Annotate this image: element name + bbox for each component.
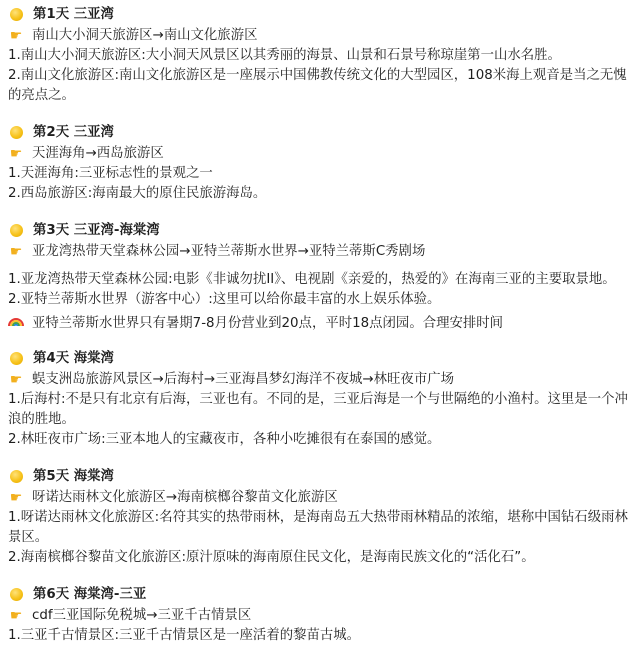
route-text: 蜈支洲岛旅游风景区→后海村→三亚海昌梦幻海洋不夜城→林旺夜市广场 xyxy=(32,371,454,387)
pointing-hand-icon: ☛ xyxy=(9,27,23,44)
day-title: 第2天 三亚湾 xyxy=(33,124,114,140)
list-item: 2.林旺夜市广场:三亚本地人的宝藏夜市，各种小吃摊很有在泰国的感觉。 xyxy=(8,432,441,447)
list-item: 1.呀诺达雨林文化旅游区:名符其实的热带雨林，是海南岛五大热带雨林精品的浓缩，堪称中国钻石级雨林景区。 xyxy=(8,510,628,545)
list-item: 1.天涯海角:三亚标志性的景观之一 xyxy=(8,166,213,181)
route-row xyxy=(6,369,634,390)
route-text: cdf三亚国际免税城→三亚千古情景区 xyxy=(32,607,252,623)
route-row xyxy=(6,241,634,262)
yellow-circle-icon xyxy=(10,352,23,365)
route-row xyxy=(6,487,634,508)
day-section-3 xyxy=(6,220,634,332)
list-item: 1.后海村:不是只有北京有后海，三亚也有。不同的是，三亚后海是一个与世隔绝的小渔村。这里是一个冲浪的胜地。 xyxy=(8,392,628,427)
day-title: 第6天 海棠湾-三亚 xyxy=(33,586,147,602)
route-text: 南山大小洞天旅游区→南山文化旅游区 xyxy=(32,27,258,43)
yellow-circle-icon xyxy=(10,8,23,21)
route-row xyxy=(6,25,634,46)
list-item: 1.南山大小洞天旅游区:大小洞天风景区以其秀丽的海景、山景和石景号称琼崖第一山水名胜。 xyxy=(8,48,561,63)
day-section-1 xyxy=(6,4,634,106)
day-title: 第1天 三亚湾 xyxy=(33,6,114,22)
yellow-circle-icon xyxy=(10,224,23,237)
pointing-hand-icon: ☛ xyxy=(9,489,23,506)
route-text: 天涯海角→西岛旅游区 xyxy=(32,145,164,161)
day-title-row xyxy=(6,220,634,241)
route-text: 亚龙湾热带天堂森林公园→亚特兰蒂斯水世界→亚特兰蒂斯C秀剧场 xyxy=(32,243,426,259)
list-item: 2.南山文化旅游区:南山文化旅游区是一座展示中国佛教传统文化的大型园区，108米海上观音是当之无愧的亮点之。 xyxy=(8,68,627,103)
yellow-circle-icon xyxy=(10,126,23,139)
day-title: 第3天 三亚湾-海棠湾 xyxy=(33,222,160,238)
route-text: 呀诺达雨林文化旅游区→海南槟榔谷黎苗文化旅游区 xyxy=(32,489,338,505)
rainbow-icon xyxy=(8,313,24,329)
pointing-hand-icon: ☛ xyxy=(9,145,23,162)
day-section-5 xyxy=(6,466,634,568)
list-item: 1.亚龙湾热带天堂森林公园:电影《非诚勿扰II》、电视剧《亲爱的，热爱的》在海南三亚的主要取景地。 xyxy=(8,272,616,287)
list-item: 2.海南槟榔谷黎苗文化旅游区:原汁原味的海南原住民文化，是海南民族文化的“活化石”。 xyxy=(8,550,535,565)
list-item: 2.亚特兰蒂斯水世界（游客中心）:这里可以给你最丰富的水上娱乐体验。 xyxy=(8,292,441,307)
day-title-row xyxy=(6,122,634,143)
note-row xyxy=(6,310,634,332)
day-section-4 xyxy=(6,348,634,450)
pointing-hand-icon: ☛ xyxy=(9,243,23,260)
route-row xyxy=(6,143,634,164)
route-row xyxy=(6,605,634,626)
day-section-2 xyxy=(6,122,634,204)
yellow-circle-icon xyxy=(10,470,23,483)
day-title-row xyxy=(6,348,634,369)
pointing-hand-icon: ☛ xyxy=(9,371,23,388)
day-title-row xyxy=(6,584,634,605)
day-section-6 xyxy=(6,584,634,646)
list-item: 1.三亚千古情景区:三亚千古情景区是一座活着的黎苗古城。 xyxy=(8,628,361,643)
day-title-row xyxy=(6,4,634,25)
yellow-circle-icon xyxy=(10,588,23,601)
day-title: 第5天 海棠湾 xyxy=(33,468,114,484)
note-text: 亚特兰蒂斯水世界只有暑期7-8月份营业到20点，平时18点闭园。合理安排时间 xyxy=(32,315,504,331)
pointing-hand-icon: ☛ xyxy=(9,607,23,624)
day-title-row xyxy=(6,466,634,487)
day-title: 第4天 海棠湾 xyxy=(33,350,114,366)
list-item: 2.西岛旅游区:海南最大的原住民旅游海岛。 xyxy=(8,186,267,201)
